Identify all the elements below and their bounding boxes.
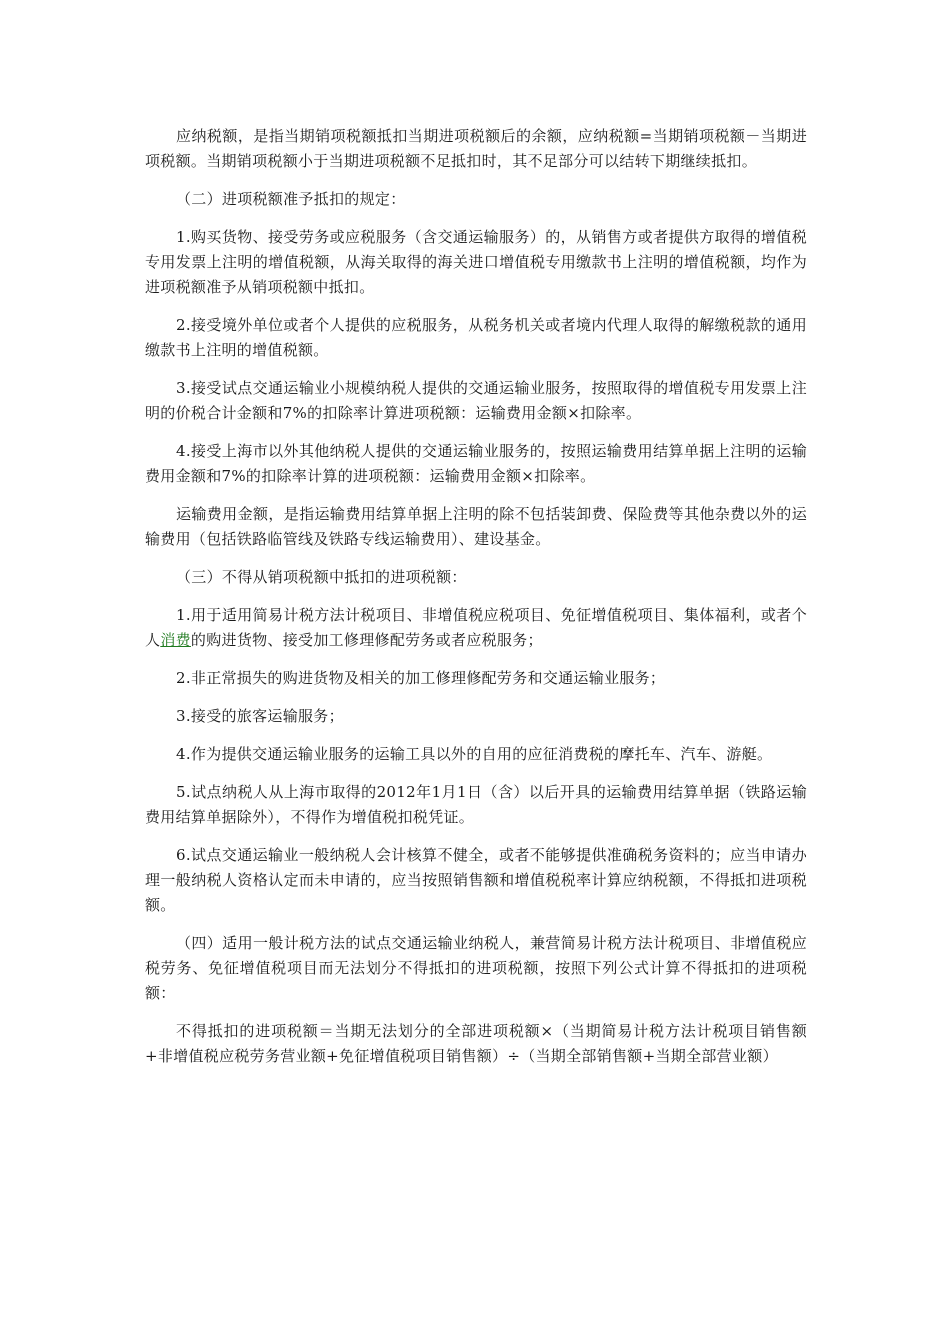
paragraph-text: 1.用于适用简易计税方法计税项目、非增值税应税项目、免征增值税项目、集体福利，或者个人 xyxy=(145,606,807,649)
paragraph-non-deductible-1 xyxy=(145,603,807,653)
section-heading-4: （四）适用一般计税方法的试点交通运输业纳税人，兼营简易计税方法计税项目、非增值税应税劳务、免征增值税项目而无法划分不得抵扣的进项税额，按照下列公式计算不得抵扣的进项税额： xyxy=(145,934,807,1002)
paragraph-non-deductible-3: 3.接受的旅客运输服务； xyxy=(176,707,344,725)
paragraph-deductible-2: 2.接受境外单位或者个人提供的应税服务，从税务机关或者境内代理人取得的解缴税款的通用缴款书上注明的增值税额。 xyxy=(145,316,807,359)
paragraph-transport-cost: 运输费用金额，是指运输费用结算单据上注明的除不包括装卸费、保险费等其他杂费以外的运输费用（包括铁路临管线及铁路专线运输费用）、建设基金。 xyxy=(145,505,807,548)
document-page xyxy=(145,124,807,1082)
paragraph-formula: 不得抵扣的进项税额＝当期无法划分的全部进项税额×（当期简易计税方法计税项目销售额+非增值税应税劳务营业额+免征增值税项目销售额）÷（当期全部销售额+当期全部营业额） xyxy=(145,1022,807,1065)
paragraph-non-deductible-6: 6.试点交通运输业一般纳税人会计核算不健全，或者不能够提供准确税务资料的；应当申请办理一般纳税人资格认定而未申请的，应当按照销售额和增值税税率计算应纳税额，不得抵扣进项税额。 xyxy=(145,846,807,914)
paragraph-non-deductible-5: 5.试点纳税人从上海市取得的2012年1月1日（含）以后开具的运输费用结算单据（铁路运输费用结算单据除外），不得作为增值税扣税凭证。 xyxy=(145,783,807,826)
paragraph-non-deductible-2: 2.非正常损失的购进货物及相关的加工修理修配劳务和交通运输业服务； xyxy=(176,669,666,687)
paragraph-deductible-3: 3.接受试点交通运输业小规模纳税人提供的交通运输业服务，按照取得的增值税专用发票上注明的价税合计金额和7%的扣除率计算进项税额：运输费用金额×扣除率。 xyxy=(145,379,807,422)
paragraph-non-deductible-4: 4.作为提供交通运输业服务的运输工具以外的自用的应征消费税的摩托车、汽车、游艇。 xyxy=(176,745,773,763)
section-heading-2: （二）进项税额准予抵扣的规定： xyxy=(176,190,406,208)
consumption-link[interactable]: 消费 xyxy=(160,631,191,649)
paragraph-tax-payable: 应纳税额，是指当期销项税额抵扣当期进项税额后的余额，应纳税额=当期销项税额－当期进项税额。当期销项税额小于当期进项税额不足抵扣时，其不足部分可以结转下期继续抵扣。 xyxy=(145,127,807,170)
paragraph-deductible-4: 4.接受上海市以外其他纳税人提供的交通运输业服务的，按照运输费用结算单据上注明的运输费用金额和7%的扣除率计算的进项税额：运输费用金额×扣除率。 xyxy=(145,442,807,485)
paragraph-deductible-1: 1.购买货物、接受劳务或应税服务（含交通运输服务）的，从销售方或者提供方取得的增值税专用发票上注明的增值税额，从海关取得的海关进口增值税专用缴款书上注明的增值税额，均作为进项税额准予从销项税额中抵扣。 xyxy=(145,228,807,296)
paragraph-text: 的购进货物、接受加工修理修配劳务或者应税服务； xyxy=(190,631,543,649)
section-heading-3: （三）不得从销项税额中抵扣的进项税额： xyxy=(176,568,467,586)
